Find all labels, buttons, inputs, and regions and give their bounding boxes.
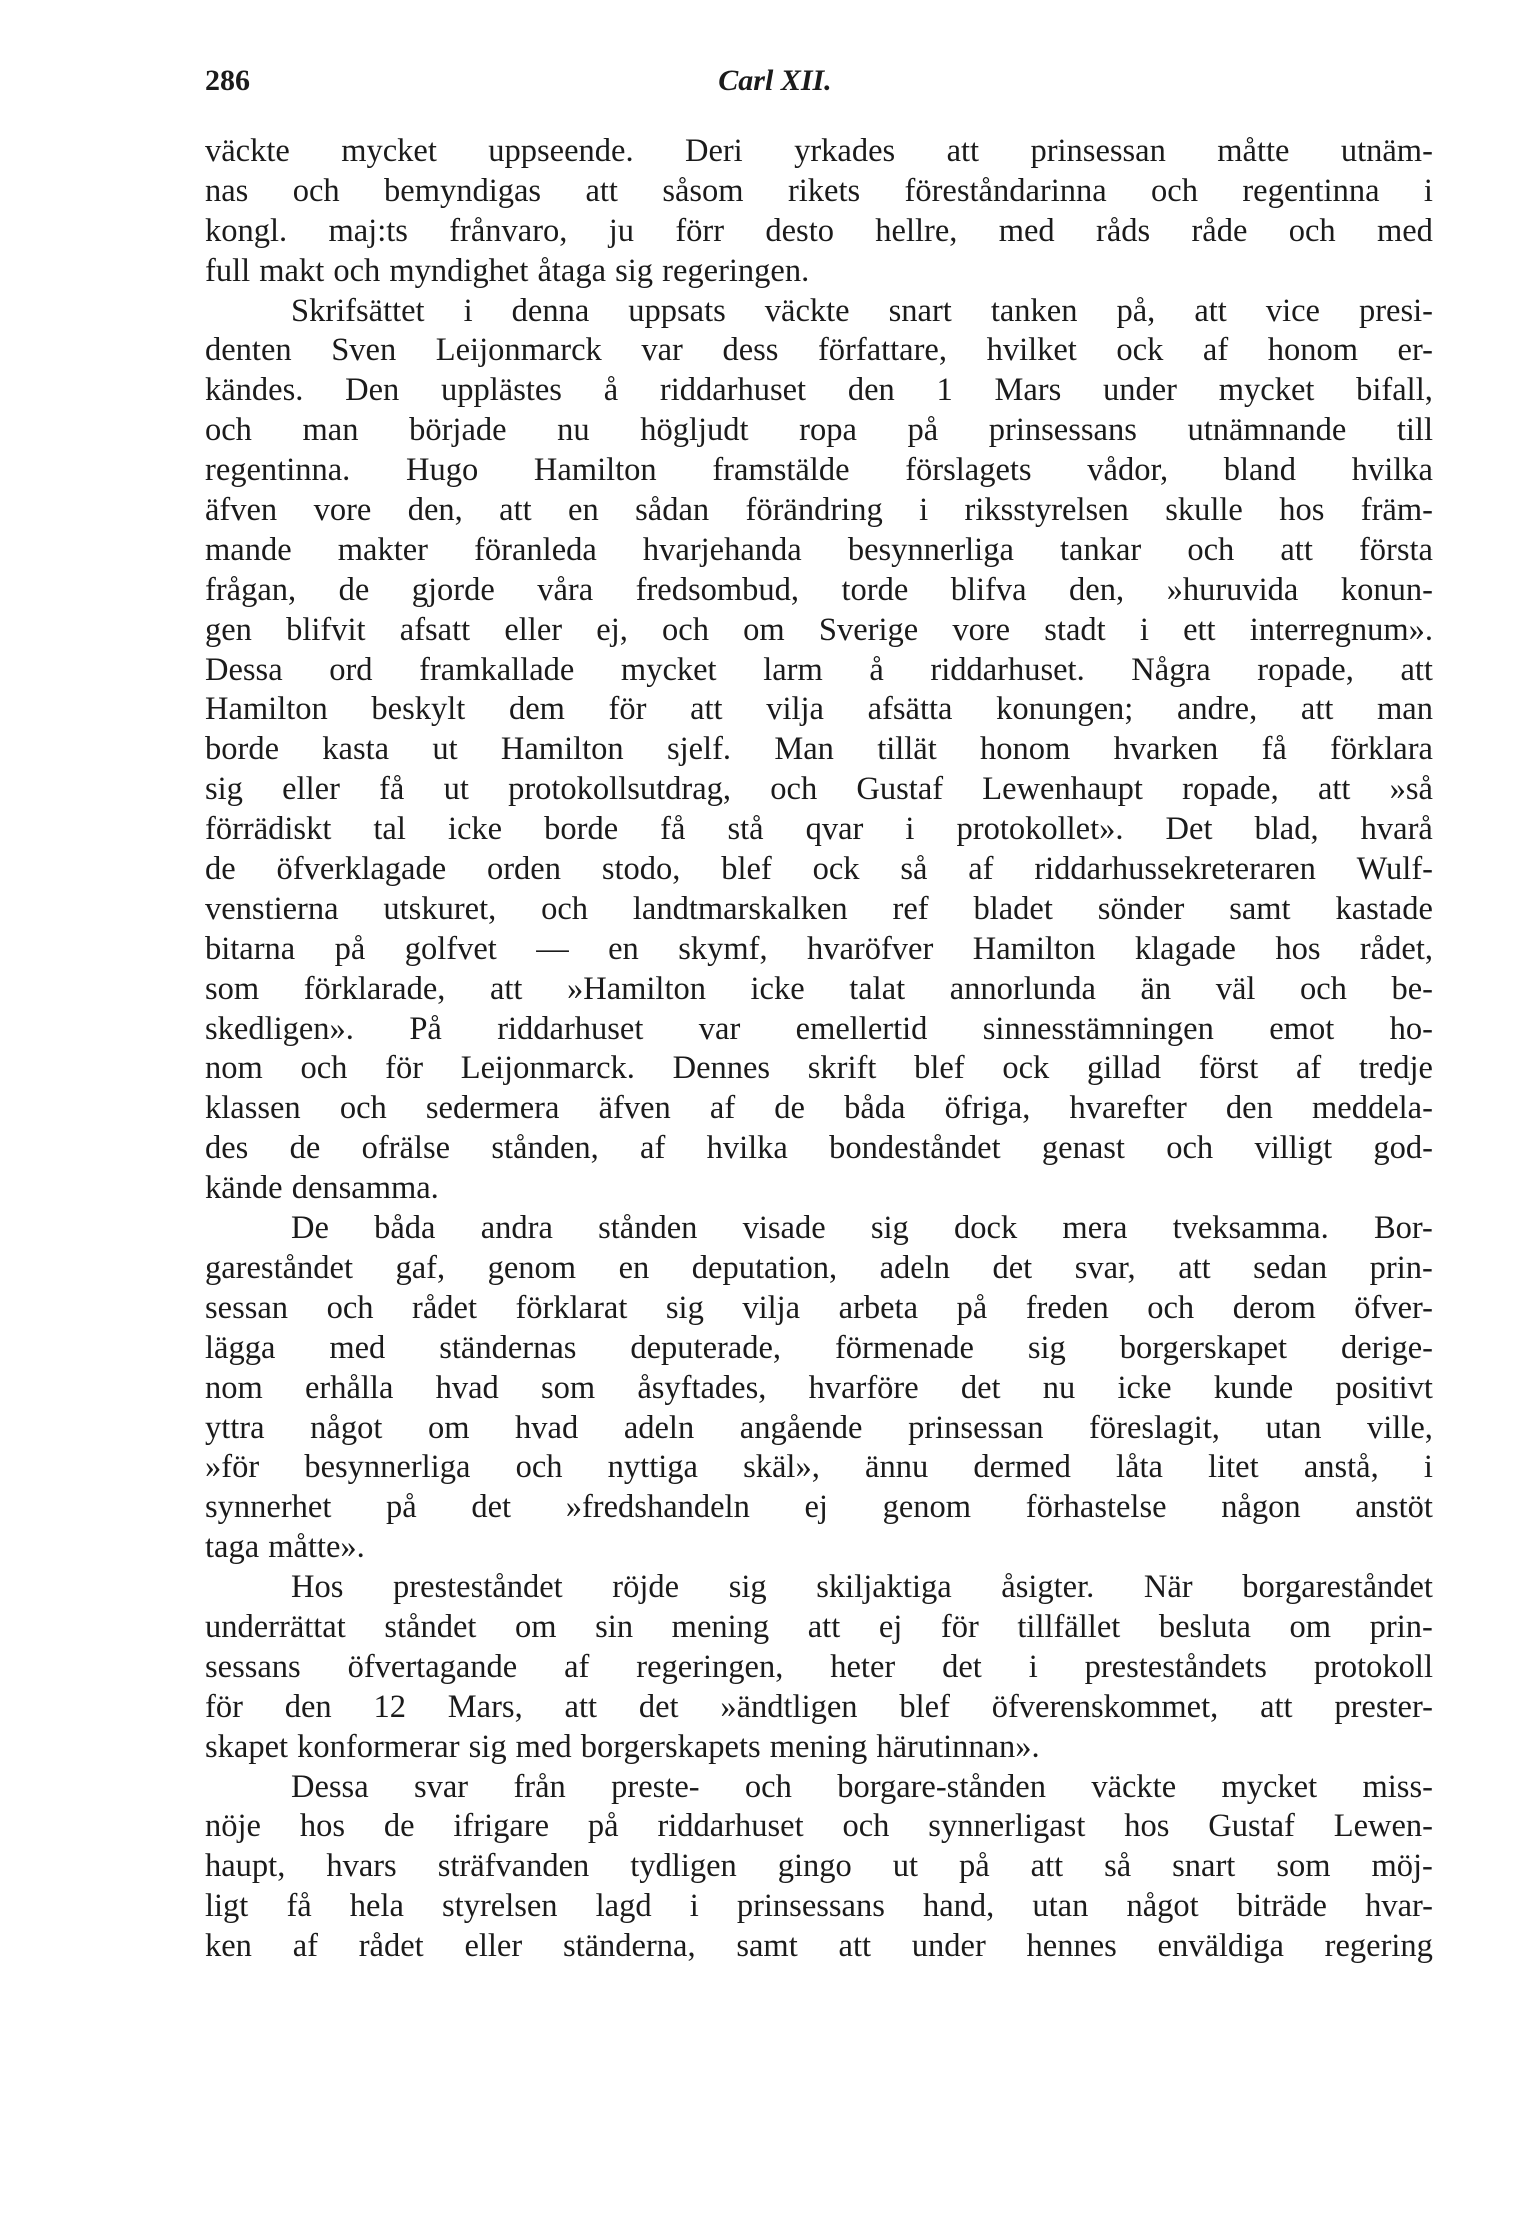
- text-line: Dessa svar från preste- och borgare-stånden väckte mycket miss-: [291, 1768, 1433, 1805]
- text-line: förrädiskt tal icke borde få stå qvar i protokollet». Det blad, hvarå: [205, 811, 1433, 848]
- text-line: synnerhet på det »fredshandeln ej genom förhastelse någon anstöt: [205, 1489, 1433, 1526]
- text-line: klassen och sedermera äfven af de båda öfriga, hvarefter den meddela-: [205, 1090, 1433, 1127]
- text-line: taga måtte».: [205, 1529, 365, 1566]
- text-line: som förklarade, att »Hamilton icke talat annorlunda än väl och be-: [205, 970, 1433, 1007]
- text-line: bitarna på golfvet — en skymf, hvaröfver Hamilton klagade hos rådet,: [205, 930, 1433, 967]
- text-line: sig eller få ut protokollsutdrag, och Gustaf Lewenhaupt ropade, att »så: [205, 771, 1433, 808]
- text-line: yttra något om hvad adeln angående prinsessan föreslagit, utan ville,: [205, 1409, 1433, 1446]
- text-line: underrättat ståndet om sin mening att ej för tillfället besluta om prin-: [205, 1608, 1433, 1645]
- text-line: kände densamma.: [205, 1170, 439, 1207]
- text-line: Hos presteståndet röjde sig skiljaktiga åsigter. När borgareståndet: [291, 1569, 1433, 1606]
- text-line: äfven vore den, att en sådan förändring i riksstyrelsen skulle hos främ-: [205, 492, 1433, 529]
- text-line: nas och bemyndigas att såsom rikets föreståndarinna och regentinna i: [205, 172, 1433, 209]
- text-line: gareståndet gaf, genom en deputation, adeln det svar, att sedan prin-: [205, 1249, 1433, 1286]
- text-line: Hamilton beskylt dem för att vilja afsätta konungen; andre, att man: [205, 691, 1433, 728]
- text-line: sessan och rådet förklarat sig vilja arbeta på freden och derom öfver-: [205, 1289, 1433, 1326]
- text-line: haupt, hvars sträfvanden tydligen gingo ut på att så snart som möj-: [205, 1848, 1433, 1885]
- text-line: ligt få hela styrelsen lagd i prinsessans hand, utan något biträde hvar-: [205, 1888, 1433, 1925]
- running-head: Carl XII.: [718, 64, 832, 97]
- text-line: och man började nu högljudt ropa på prinsessans utnämnande till: [205, 412, 1433, 449]
- page-number: 286: [205, 64, 250, 97]
- text-line: de öfverklagade orden stodo, blef ock så af riddarhussekreteraren Wulf-: [205, 851, 1433, 888]
- text-line: Skrifsättet i denna uppsats väckte snart tanken på, att vice presi-: [291, 292, 1433, 329]
- text-line: gen blifvit afsatt eller ej, och om Sverige vore stadt i ett interregnum».: [205, 611, 1433, 648]
- text-line: full makt och myndighet åtaga sig regeringen.: [205, 252, 810, 289]
- text-line: Dessa ord framkallade mycket larm å riddarhuset. Några ropade, att: [205, 651, 1433, 688]
- text-line: ken af rådet eller ständerna, samt att under hennes enväldiga regering: [205, 1928, 1433, 1965]
- text-line: nöje hos de ifrigare på riddarhuset och synnerligast hos Gustaf Lewen-: [205, 1808, 1433, 1845]
- text-line: nom och för Leijonmarck. Dennes skrift blef ock gillad först af tredje: [205, 1050, 1433, 1087]
- text-line: regentinna. Hugo Hamilton framstälde förslagets vådor, bland hvilka: [205, 452, 1433, 489]
- text-line: frågan, de gjorde våra fredsombud, torde blifva den, »huruvida konun-: [205, 571, 1433, 608]
- text-line: De båda andra stånden visade sig dock mera tveksamma. Bor-: [291, 1210, 1433, 1247]
- page-header: [205, 64, 1425, 104]
- text-line: kongl. maj:ts frånvaro, ju förr desto hellre, med råds råde och med: [205, 212, 1433, 249]
- text-line: för den 12 Mars, att det »ändtligen blef öfverenskommet, att prester-: [205, 1688, 1433, 1725]
- text-line: venstierna utskuret, och landtmarskalken ref bladet sönder samt kastade: [205, 890, 1433, 927]
- text-line: des de ofrälse stånden, af hvilka bondeståndet genast och villigt god-: [205, 1130, 1433, 1167]
- body-text: [205, 132, 1433, 1967]
- text-line: väckte mycket uppseende. Deri yrkades att prinsessan måtte utnäm-: [205, 133, 1433, 169]
- text-line: sessans öfvertagande af regeringen, heter det i presteståndets protokoll: [205, 1648, 1433, 1685]
- text-line: borde kasta ut Hamilton sjelf. Man tillät honom hvarken få förklara: [205, 731, 1433, 768]
- text-line: lägga med ständernas deputerade, förmenade sig borgerskapet derige-: [205, 1329, 1433, 1366]
- text-line: »för besynnerliga och nyttiga skäl», ännu dermed låta litet anstå, i: [205, 1449, 1433, 1486]
- text-line: nom erhålla hvad som åsyftades, hvarföre det nu icke kunde positivt: [205, 1369, 1433, 1406]
- text-line: skedligen». På riddarhuset var emellertid sinnesstämningen emot ho-: [205, 1010, 1433, 1047]
- text-line: mande makter föranleda hvarjehanda besynnerliga tankar och att första: [205, 531, 1433, 568]
- text-line: kändes. Den upplästes å riddarhuset den 1 Mars under mycket bifall,: [205, 372, 1433, 409]
- text-line: denten Sven Leijonmarck var dess författare, hvilket ock af honom er-: [205, 332, 1433, 369]
- text-line: skapet konformerar sig med borgerskapets mening härutinnan».: [205, 1728, 1040, 1765]
